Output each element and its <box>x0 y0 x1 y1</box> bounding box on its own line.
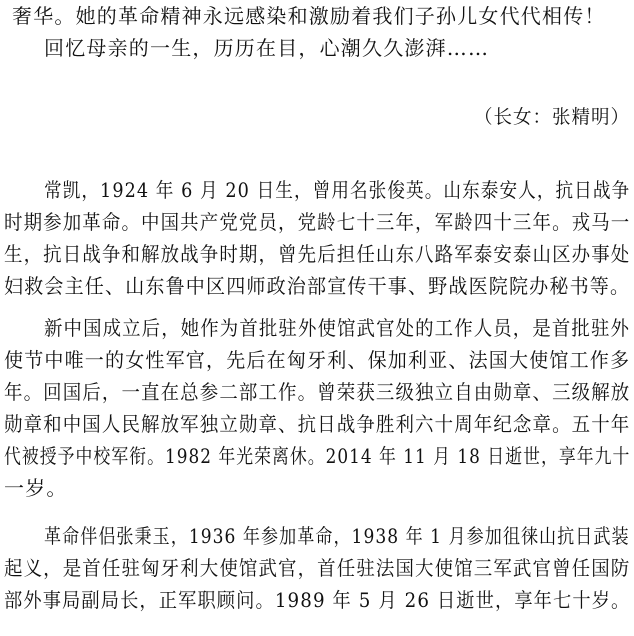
text-line: 回忆母亲的一生，历历在目，心潮久久澎湃…… <box>44 36 490 60</box>
text-line: 部外事局副局长，正军职顾问。1989 年 5 月 26 日逝世，享年七十岁。 <box>4 588 631 612</box>
signature: （长女：张精明） <box>474 106 631 128</box>
text-line: 时期参加革命。中国共产党党员，党龄七十三年，军龄四十三年。戎马一 <box>4 210 631 234</box>
text-line: 起义，是首任驻匈牙利大使馆武官，首任驻法国大使馆三军武官曾任国防 <box>4 556 631 580</box>
text-line: 使节中唯一的女性军官，先后在匈牙利、保加利亚、法国大使馆工作多 <box>4 348 631 372</box>
text-line: 勋章和中国人民解放军独立勋章、抗日战争胜利六十周年纪念章。五十年 <box>4 412 631 436</box>
text-line: 一岁。 <box>4 476 68 500</box>
text-line: 年。回国后，一直在总参二部工作。曾荣获三级独立自由勋章、三级解放 <box>4 380 631 404</box>
text-line: 妇救会主任、山东鲁中区四师政治部宣传干事、野战医院院办秘书等。 <box>4 274 631 298</box>
text-line: 代被授予中校军衔。1982 年光荣离休。2014 年 11 月 18 日逝世，享年九十 <box>4 444 631 468</box>
text-line: 生，抗日战争和解放战争时期，曾先后担任山东八路军泰安泰山区办事处 <box>4 242 631 266</box>
text-line: 奢华。她的革命精神永远感染和激励着我们子孙儿女代代相传！ <box>12 4 606 28</box>
text-line: 革命伴侣张秉玉，1936 年参加革命，1938 年 1 月参加徂徕山抗日武装 <box>44 524 630 548</box>
text-line: 常凯，1924 年 6 月 20 日生，曾用名张俊英。山东泰安人，抗日战争 <box>44 178 631 202</box>
text-line: 新中国成立后，她作为首批驻外使馆武官处的工作人员，是首批驻外 <box>44 316 631 340</box>
